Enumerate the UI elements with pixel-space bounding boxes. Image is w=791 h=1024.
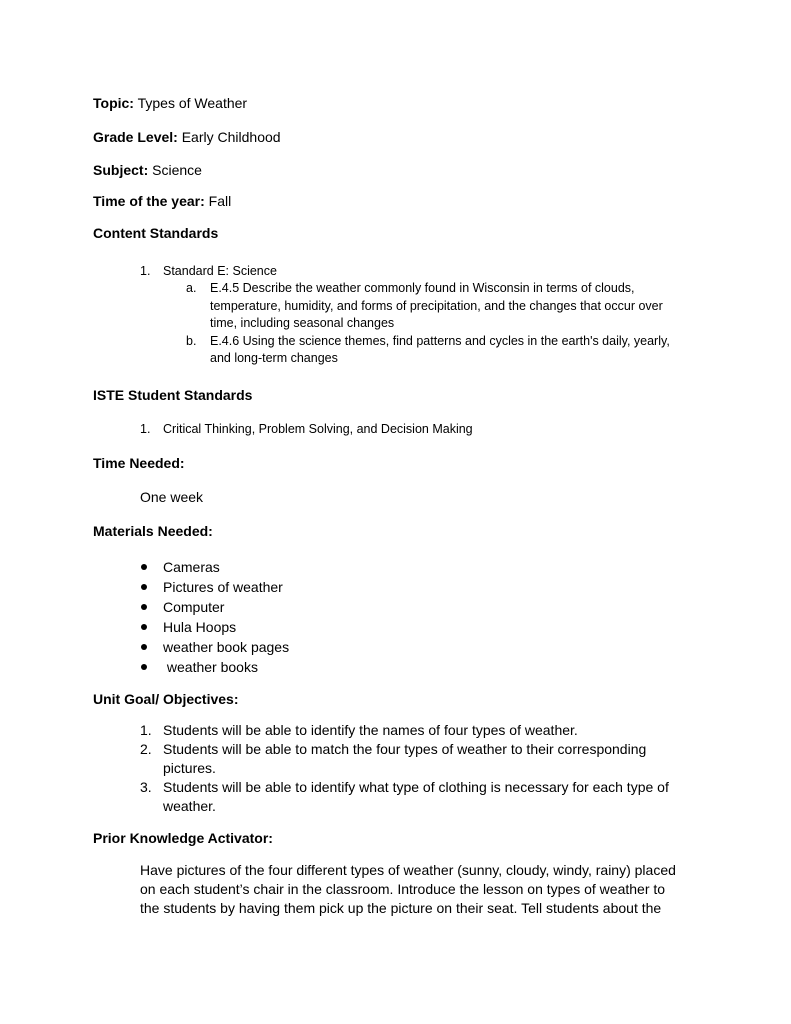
materials-heading: Materials Needed: (93, 523, 213, 539)
time-of-year-value: Fall (208, 193, 232, 209)
content-standard-text: Standard E: Science (163, 264, 277, 278)
material-item: Cameras (163, 559, 220, 575)
prior-knowledge-line: Have pictures of the four different types of weather (sunny, cloudy, windy, rainy) placed (140, 862, 676, 878)
subject-field (93, 161, 202, 179)
time-of-year-field (93, 192, 231, 210)
topic-value: Types of Weather (137, 95, 248, 111)
content-standard-number: 1. (140, 264, 151, 278)
objective-number: 2. (140, 741, 152, 757)
bullet-icon (141, 564, 147, 570)
prior-knowledge-line: the students by having them pick up the picture on their seat. Tell students about the (140, 900, 662, 916)
sub-standard-a-marker: a. (186, 281, 197, 295)
topic-field (93, 94, 247, 112)
material-item: Hula Hoops (163, 619, 237, 635)
sub-standard-b-line: E.4.6 Using the science themes, find patterns and cycles in the earth's daily, yearly, (210, 334, 670, 348)
objective-number: 3. (140, 779, 152, 795)
material-item: weather book pages (163, 639, 290, 655)
iste-standards-heading: ISTE Student Standards (93, 387, 253, 403)
material-item: Computer (163, 599, 225, 615)
objective-line: pictures. (163, 760, 216, 776)
prior-knowledge-line: on each student’s chair in the classroom. Introduce the lesson on types of weather to (140, 881, 666, 897)
objective-number: 1. (140, 722, 152, 738)
objective-line: Students will be able to match the four types of weather to their corresponding (163, 741, 647, 757)
topic-label: Topic: (93, 95, 134, 111)
time-needed-value: One week (140, 489, 204, 505)
sub-standard-a-line: E.4.5 Describe the weather commonly found in Wisconsin in terms of clouds, (210, 281, 635, 295)
objective-line: weather. (163, 798, 216, 814)
sub-standard-b-marker: b. (186, 334, 197, 348)
grade-level-field (93, 128, 281, 146)
iste-standard-number: 1. (140, 422, 151, 436)
bullet-icon (141, 664, 147, 670)
prior-knowledge-heading: Prior Knowledge Activator: (93, 830, 273, 846)
bullet-icon (141, 604, 147, 610)
objective-line: Students will be able to identify the names of four types of weather. (163, 722, 578, 738)
bullet-icon (141, 644, 147, 650)
bullet-icon (141, 624, 147, 630)
objective-line: Students will be able to identify what type of clothing is necessary for each type of (163, 779, 669, 795)
time-needed-heading: Time Needed: (93, 455, 185, 471)
sub-standard-b-line: and long-term changes (210, 351, 338, 365)
material-item: Pictures of weather (163, 579, 283, 595)
grade-level-label: Grade Level: (93, 129, 178, 145)
bullet-icon (141, 584, 147, 590)
sub-standard-a-line: time, including seasonal changes (210, 316, 395, 330)
subject-label: Subject: (93, 162, 149, 178)
subject-value: Science (152, 162, 202, 178)
iste-standard-text: Critical Thinking, Problem Solving, and Decision Making (163, 422, 473, 436)
objectives-heading: Unit Goal/ Objectives: (93, 691, 239, 707)
material-item: weather books (163, 659, 258, 675)
grade-level-value: Early Childhood (181, 129, 281, 145)
time-of-year-label: Time of the year: (93, 193, 205, 209)
content-standards-heading: Content Standards (93, 225, 219, 241)
sub-standard-a-line: temperature, humidity, and forms of precipitation, and the changes that occur over (210, 299, 663, 313)
